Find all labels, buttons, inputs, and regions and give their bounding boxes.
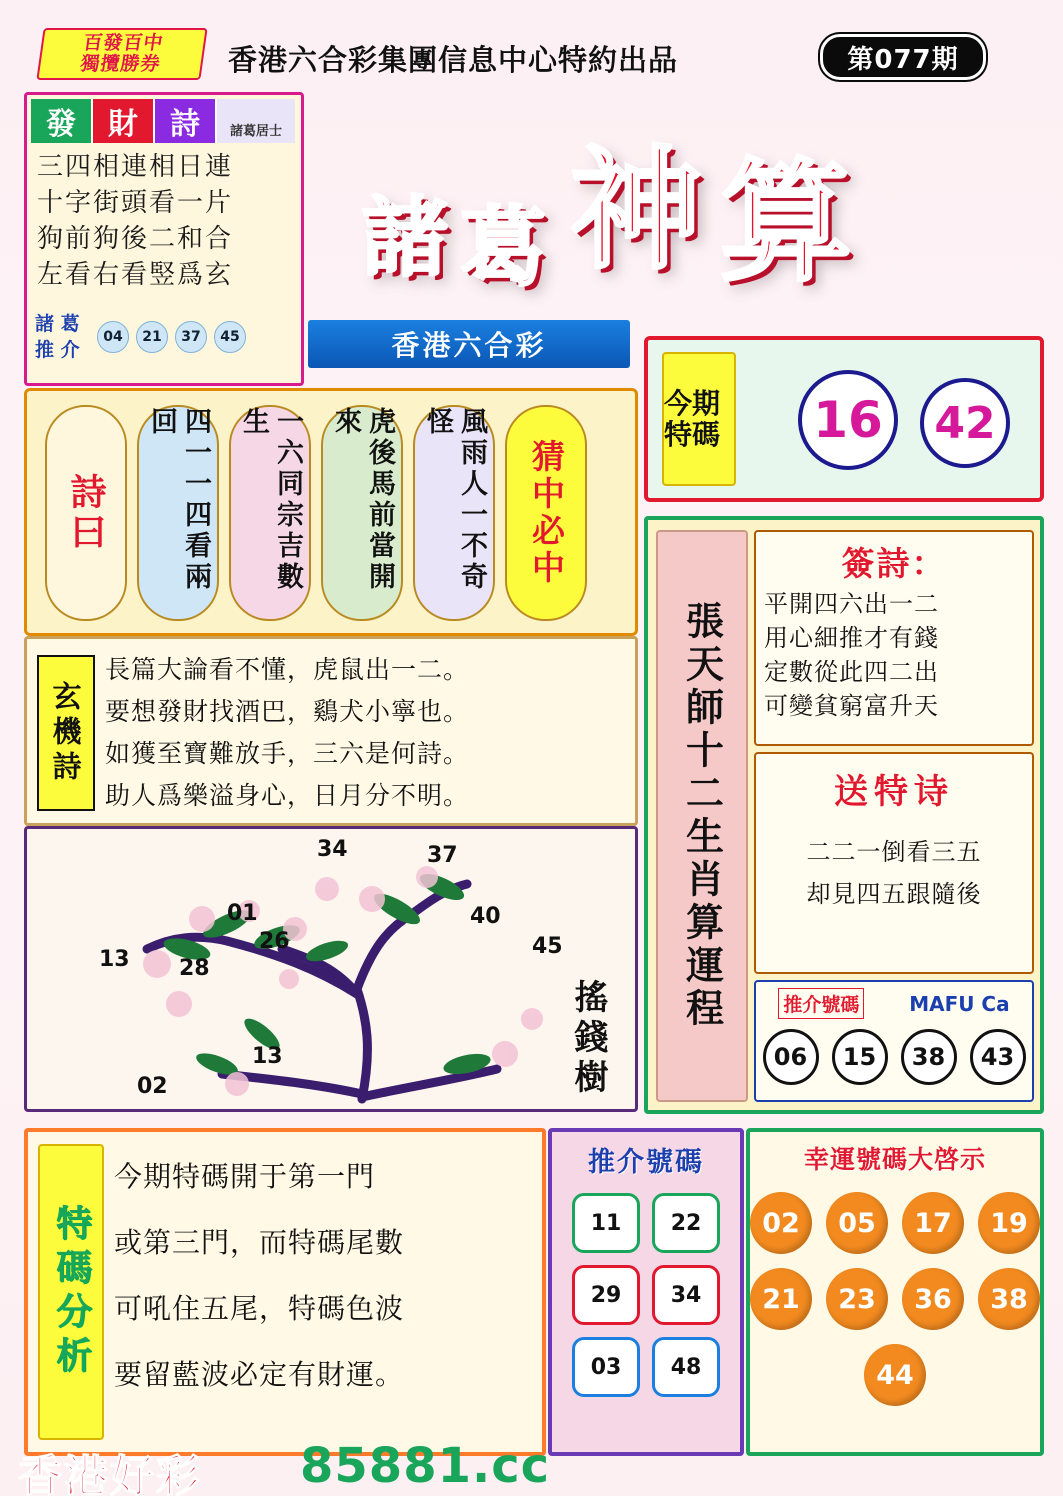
facai-title-char-3: 詩	[155, 99, 217, 143]
tree-number: 02	[137, 1074, 168, 1099]
tuijian-box	[754, 980, 1034, 1102]
lucky-number: 23	[826, 1268, 888, 1330]
facai-header	[31, 99, 295, 143]
page-header	[0, 0, 1063, 88]
money-tree-label: 搖錢樹	[568, 979, 608, 1099]
page-title: 香港六合彩集團信息中心特約出品	[228, 43, 679, 77]
tuijian-number: 38	[901, 1029, 957, 1085]
special-number-box	[644, 336, 1044, 502]
recommend-number: 22	[652, 1193, 720, 1253]
lucky-number: 19	[978, 1192, 1040, 1254]
tema-analysis-label: 特碼分析	[38, 1144, 104, 1440]
qianshi-title: 簽詩：	[841, 544, 947, 583]
facai-title-char-1: 發	[31, 99, 93, 143]
recommend-number: 29	[572, 1265, 640, 1325]
qianshi-line-1: 平開四六出一二	[764, 590, 939, 618]
facai-number: 04	[97, 321, 129, 353]
facai-number-row	[97, 321, 246, 353]
special-number-ball: 16	[798, 370, 898, 470]
poem-capsule: 虎後馬前當開來	[321, 405, 403, 621]
facai-poem-line-3: 狗前狗後二和合	[37, 224, 234, 254]
facai-footer-label	[35, 311, 97, 363]
masthead-char-suan: 算	[720, 146, 852, 300]
lucky-number: 02	[750, 1192, 812, 1254]
lucky-number: 44	[864, 1344, 926, 1406]
poem-capsule: 猜中必中	[505, 405, 587, 621]
recommend-title: 推介號碼	[588, 1147, 704, 1178]
facai-poem-line-1: 三四相連相日連	[37, 152, 234, 182]
tree-number: 13	[99, 947, 130, 972]
brand-logo-line2: 獨攬勝券	[79, 53, 163, 75]
facai-footer-label-b: 推 介	[35, 339, 80, 361]
masthead-char-zhu: 諸	[362, 188, 448, 288]
brand-logo	[36, 28, 207, 80]
poem-capsule-row	[24, 388, 638, 636]
facai-number: 45	[214, 321, 246, 353]
tree-number: 37	[427, 843, 458, 868]
qianshi-line-4: 可變貧窮富升天	[764, 692, 939, 720]
brand-logo-line1: 百發百中	[81, 32, 166, 54]
facai-footer	[35, 301, 293, 373]
tuijian-number: 15	[832, 1029, 888, 1085]
facai-footer-label-a: 諸 葛	[35, 313, 80, 335]
page-footer	[0, 1438, 1063, 1502]
tree-number: 13	[252, 1044, 283, 1069]
xuanji-label: 玄機詩	[37, 655, 95, 811]
qianshi-lines	[764, 587, 1024, 723]
lucky-number: 17	[902, 1192, 964, 1254]
footer-site-url: 85881.cc	[300, 1438, 551, 1494]
tuijian-number: 43	[970, 1029, 1026, 1085]
facai-poem-lines	[37, 149, 291, 293]
tema-analysis-lines	[114, 1144, 530, 1408]
recommend-grid	[552, 1193, 740, 1397]
qianshi-line-3: 定數從此四二出	[764, 658, 939, 686]
lucky-number: 38	[978, 1268, 1040, 1330]
poem-capsule: 四一一四看兩回	[137, 405, 219, 621]
songte-box	[754, 752, 1034, 974]
facai-subtitle: 諸葛居士	[217, 99, 295, 143]
lucky-title: 幸運號碼大啓示	[803, 1145, 986, 1174]
facai-number: 37	[175, 321, 207, 353]
tree-number: 26	[259, 929, 290, 954]
tuijian-header	[756, 988, 1032, 1019]
tuijian-brand: MAFU Ca	[909, 991, 1010, 1016]
xuanji-lines	[105, 649, 625, 817]
issue-badge: 第077期	[820, 34, 986, 80]
qianshi-line-2: 用心細推才有錢	[764, 624, 939, 652]
tema-line-4: 要留藍波必定有財運。	[114, 1358, 405, 1391]
xuanji-line-2: 要想發財找酒巴，鷄犬小寧也。	[105, 697, 470, 726]
tree-number: 45	[532, 934, 563, 959]
tema-line-1: 今期特碼開于第一門	[114, 1160, 376, 1193]
tree-number: 28	[179, 956, 210, 981]
tree-number: 40	[470, 904, 501, 929]
songte-lines	[764, 831, 1024, 915]
tree-number: 34	[317, 837, 348, 862]
zhang-tianshi-title: 張天師十二生肖算運程	[656, 530, 748, 1102]
songte-title: 送特诗	[834, 772, 954, 812]
facai-poem-line-2: 十字街頭看一片	[37, 188, 234, 218]
lucky-grid	[750, 1192, 1040, 1406]
masthead-char-shen: 神	[570, 134, 702, 288]
xuanji-line-1: 長篇大論看不懂，虎鼠出一二。	[105, 655, 470, 684]
songte-line-2: 却見四五跟隨後	[806, 880, 982, 908]
lottery-name-bar: 香港六合彩	[308, 320, 630, 368]
facai-number: 21	[136, 321, 168, 353]
special-number-ball: 42	[920, 378, 1010, 468]
xuanji-line-3: 如獲至寶難放手，三六是何詩。	[105, 739, 470, 768]
recommend-number-box	[548, 1128, 744, 1456]
recommend-number: 48	[652, 1337, 720, 1397]
qianshi-box	[754, 530, 1034, 746]
tree-number: 01	[227, 901, 258, 926]
tema-line-3: 可吼住五尾，特碼色波	[114, 1292, 405, 1325]
songte-line-1: 二二一倒看三五	[806, 838, 982, 866]
facai-poem-box	[24, 92, 304, 386]
poem-capsule: 風雨人一不奇怪	[413, 405, 495, 621]
recommend-number: 34	[652, 1265, 720, 1325]
lucky-number-box	[746, 1128, 1044, 1456]
facai-title-char-2: 財	[93, 99, 155, 143]
xuanji-poem-box	[24, 636, 638, 826]
tuijian-number: 06	[763, 1029, 819, 1085]
lucky-number: 05	[826, 1192, 888, 1254]
right-column-box	[644, 516, 1044, 1114]
lucky-number: 36	[902, 1268, 964, 1330]
recommend-number: 11	[572, 1193, 640, 1253]
recommend-number: 03	[572, 1337, 640, 1397]
lucky-number: 21	[750, 1268, 812, 1330]
tema-line-2: 或第三門，而特碼尾數	[114, 1226, 405, 1259]
tema-analysis-box	[24, 1128, 546, 1456]
footer-site-name: 香港好彩	[18, 1451, 202, 1502]
special-number-label: 今期特碼	[662, 352, 736, 486]
money-tree-box	[24, 826, 638, 1112]
xuanji-line-4: 助人爲樂溢身心，日月分不明。	[105, 781, 470, 810]
tuijian-number-row	[756, 1029, 1032, 1085]
poem-capsule: 一六同宗吉數生	[229, 405, 311, 621]
tuijian-label: 推介號碼	[778, 988, 864, 1019]
poem-capsule: 詩曰	[45, 405, 127, 621]
masthead-char-ge: 葛	[460, 198, 546, 298]
masthead-title	[320, 96, 1020, 306]
facai-poem-line-4: 左看右看竪爲玄	[37, 260, 234, 290]
